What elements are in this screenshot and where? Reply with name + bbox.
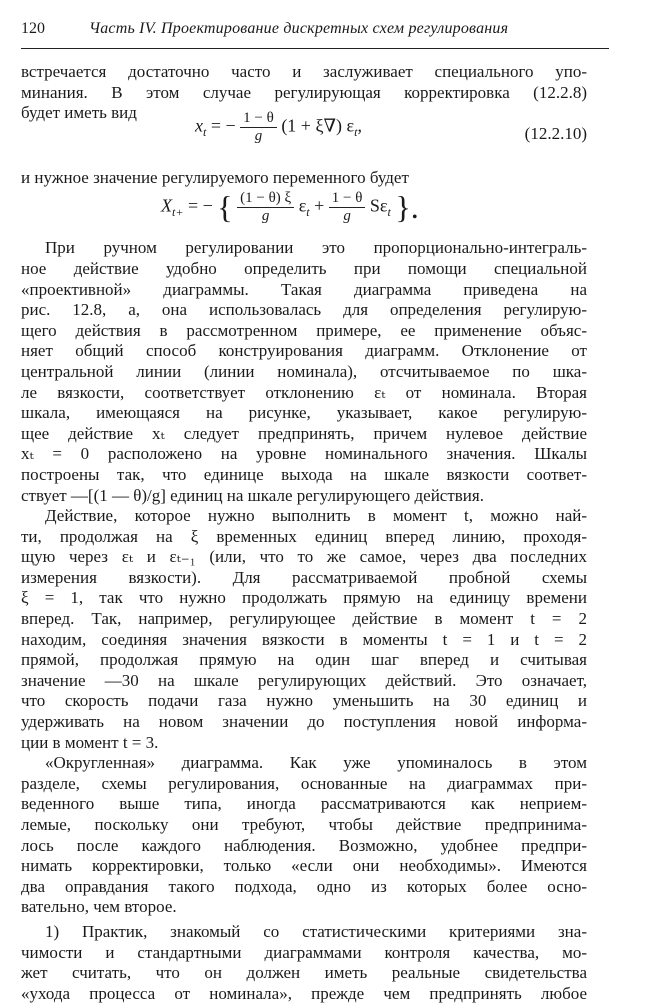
text-line: щую через εₜ и εₜ₋₁ (или, что то же самое, через два последних — [21, 547, 587, 567]
eq-term: ε — [298, 196, 307, 216]
paragraph-action — [21, 506, 587, 753]
fraction-denominator: g — [261, 208, 270, 225]
eq-lhs: X — [161, 196, 172, 216]
text-line: лось после каждого наблюдения. Возможно, удобнее предпри- — [21, 835, 587, 855]
eq-term-sub: t — [306, 205, 310, 220]
text-line: измерения вязкости). Для рассматриваемой пробной схемы — [21, 567, 587, 587]
brace-close: }. — [395, 189, 419, 226]
text-line: ти, продолжая на ξ временных единиц вперед линию, проходя- — [21, 526, 587, 546]
text-line: ствует —[(1 — θ)/g] единиц на шкале регулирующего действия. — [21, 485, 484, 505]
eq-lhs: x — [195, 115, 203, 136]
text-line: лемые, поскольку они требуют, чтобы действие предпринима- — [21, 815, 587, 834]
text-line: ξ = 1, так что нужно продолжать прямую на единицу времени — [21, 588, 587, 608]
fraction-numerator: 1 − θ — [329, 190, 366, 208]
eq-tail-sub: t — [354, 125, 358, 139]
text-line: щее действие xₜ следует предпринять, причем нулевое действие — [21, 423, 587, 443]
text-line: встречается достаточно часто и заслуживает специального упо- — [21, 62, 587, 81]
eq-term: Sε — [369, 196, 388, 216]
text-line: вательно, чем второе. — [21, 897, 177, 917]
text-line: разделе, схемы регулирования, основанные на диаграммах при- — [21, 773, 587, 793]
page-number: 120 — [21, 20, 45, 37]
text-line: рис. 12.8, а, она использовалась для определения регулирую- — [21, 300, 587, 320]
eq-lhs-sub: t — [203, 125, 207, 139]
text-line: щего действия в рассмотренном примере, ее применение объяс- — [21, 320, 587, 340]
equation-expression — [195, 110, 362, 145]
text-line: центральной линии (линии номинала), отсчитываемое по шка- — [21, 361, 587, 381]
fraction — [240, 110, 277, 145]
text-line: xₜ = 0 расположено на уровне номинального значения. Шкалы — [21, 444, 587, 464]
fraction-denominator: g — [343, 208, 351, 225]
brace-open: { — [217, 189, 233, 226]
text-line: ции в момент t = 3. — [21, 732, 159, 752]
text-line: шкала, имеющаяся на рисунке, указывает, какое регулирую- — [21, 403, 587, 423]
text-line: удерживать на новом значении до поступления новой информа- — [21, 712, 587, 732]
text-line: вперед. Так, например, регулирующее действие в момент t = 2 — [21, 609, 587, 629]
paragraph-value: и нужное значение регулируемого переменного будет — [21, 167, 409, 187]
text-line: значение —30 на шкале регулирующих действий. Это означает, — [21, 670, 587, 690]
text-line: находим, соединяя значения вязкости в моменты t = 1 и t = 2 — [21, 629, 587, 649]
text-line: ле вязкости, соответствует отклонению εₜ от номинала. Вторая — [21, 382, 587, 402]
paragraph-rounded-diagram — [21, 753, 587, 918]
text-line: «ухода процесса от номинала», прежде чем предпринять любое — [21, 983, 587, 1003]
text-line: веденного выше типа, иногда рассматриваются как неприем- — [21, 794, 587, 814]
text-line: 1) Практик, знакомый со статистическими критериями зна- — [45, 921, 587, 941]
text-line: Действие, которое нужно выполнить в момент t, можно най- — [45, 506, 587, 526]
equation-number: (12.2.10) — [524, 123, 587, 143]
paragraph-practitioner — [21, 922, 587, 1004]
equation-x-t-plus — [21, 190, 587, 240]
equation-12-2-10 — [21, 110, 587, 162]
text-line: минания. В этом случае регулирующая корректировка (12.2.8) — [21, 82, 587, 102]
text-line: ное действие удобно определить при помощи специальной — [21, 258, 587, 278]
eq-sign: = − — [187, 196, 213, 216]
fraction — [237, 190, 294, 225]
fraction-denominator: g — [254, 127, 263, 144]
fraction — [329, 190, 366, 225]
page-header — [21, 18, 609, 49]
equation-expression — [161, 190, 419, 225]
text-line: «проективной» диаграммы. Такая диаграмма приведена на — [21, 279, 587, 299]
eq-term-sub: t — [387, 205, 391, 220]
eq-plus: + — [314, 196, 325, 216]
text-line: будет иметь вид — [21, 103, 137, 123]
page-body — [21, 62, 587, 1004]
text-line: что скорость подачи газа нужно уменьшить на 30 единиц и — [21, 691, 587, 711]
text-line: построены так, что единице выхода на шкале вязкости соответ- — [21, 464, 587, 484]
text-line: жет считать, что он должен иметь реальные свидетельства — [21, 963, 587, 983]
text-line: нимать корректировки, только «если они необходимы». Имеются — [21, 856, 587, 876]
eq-lhs-sub: t+ — [172, 205, 184, 220]
text-line: два оправдания такого подхода, одно из которых более осно- — [21, 876, 587, 896]
text-line: прямой, продолжая прямую на один шаг вперед и считывая — [21, 650, 587, 670]
paragraph-manual-control — [21, 238, 587, 506]
eq-sign: = − — [210, 115, 236, 136]
text-line: няет общий способ конструирования диаграмм. Отклонение от — [21, 341, 587, 361]
eq-tail: (1 + ξ∇) ε — [281, 115, 355, 136]
fraction-numerator: 1 − θ — [240, 110, 277, 128]
eq-tail-end: , — [357, 115, 362, 136]
text-line: При ручном регулировании это пропорционально-интеграль- — [45, 238, 587, 258]
text-line: чимости и стандартными диаграммами контроля качества, мо- — [21, 942, 587, 962]
fraction-numerator: (1 − θ) ξ — [237, 190, 294, 208]
running-title: Часть IV. Проектирование дискретных схем регулирования — [89, 20, 509, 37]
text-line: «Округленная» диаграмма. Как уже упоминалось в этом — [45, 753, 587, 773]
